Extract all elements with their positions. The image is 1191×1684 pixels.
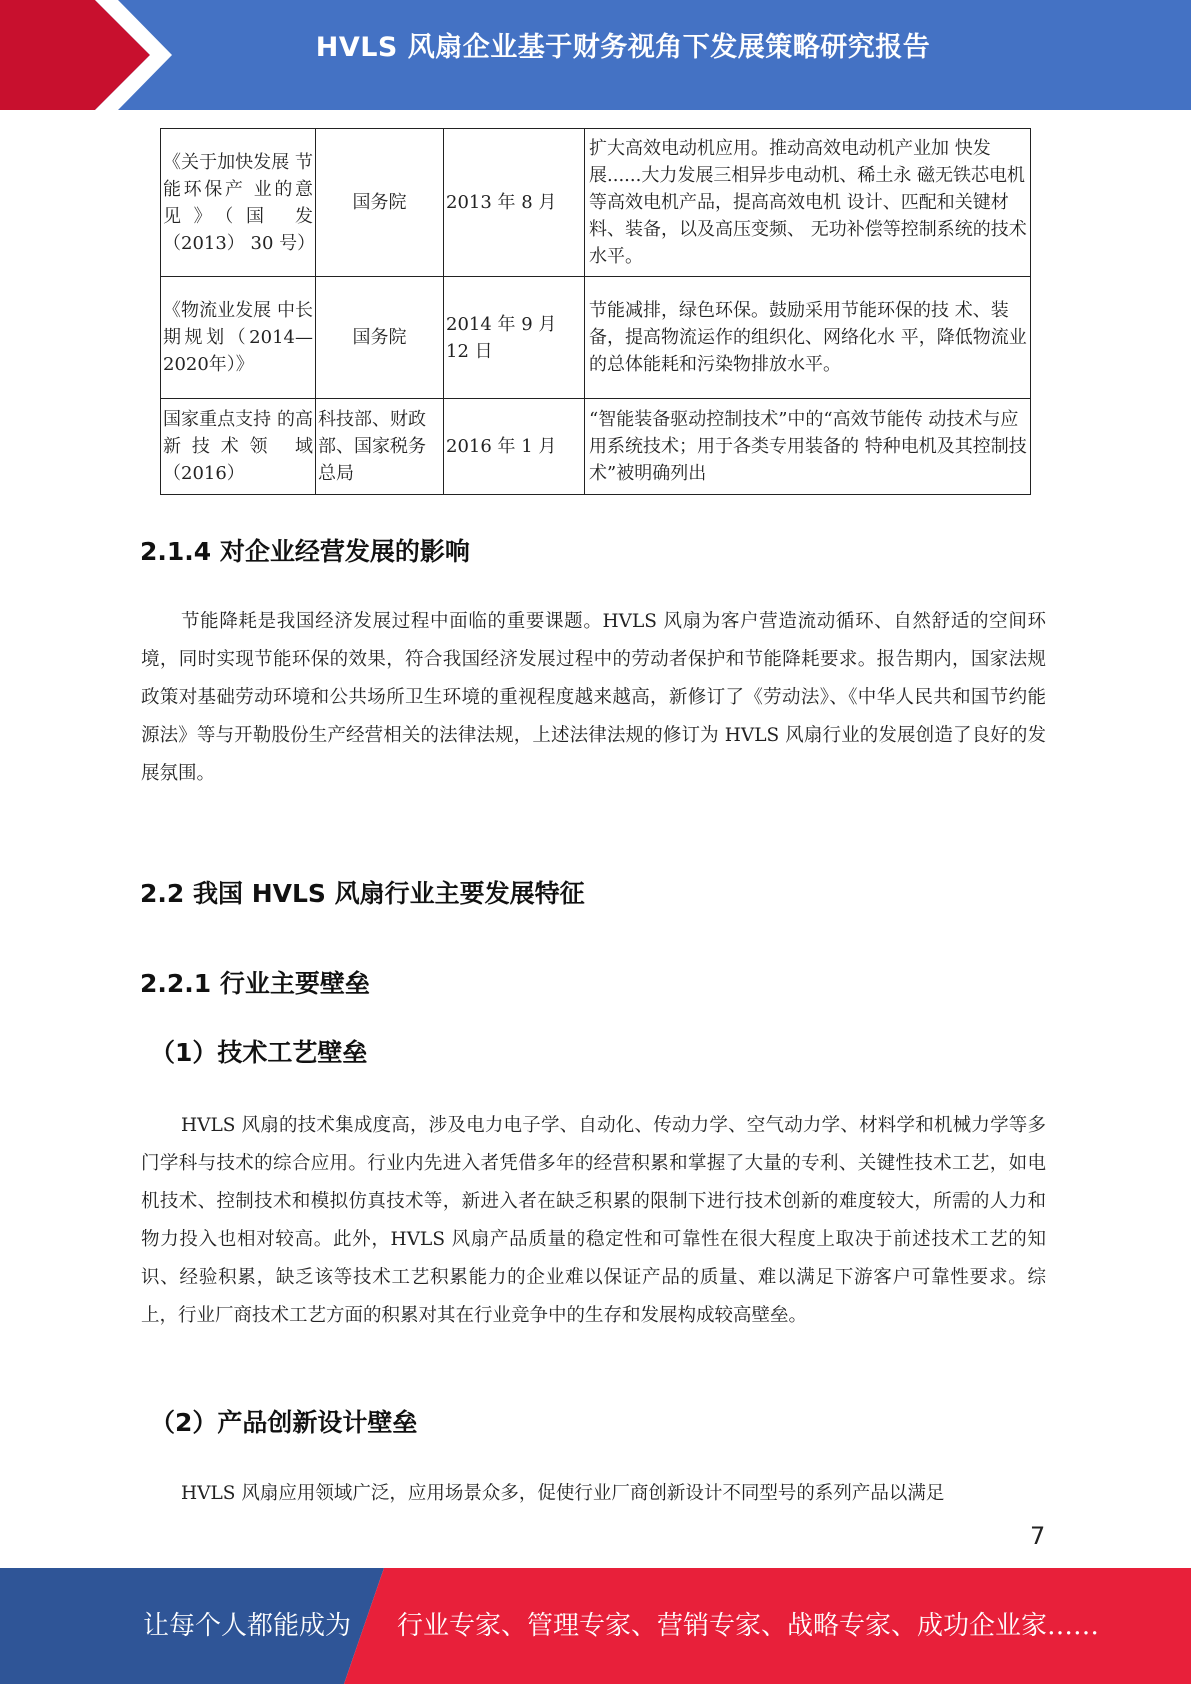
policy-name-cell: 《物流业发展 中长期规划（2014—2020年）》	[161, 277, 316, 399]
policy-name-cell: 国家重点支持 的高新技术领 域（2016）	[161, 399, 316, 495]
policy-content-cell: 扩大高效电动机应用。推动高效电动机产业加 快发展......大力发展三相异步电动机、稀土永 磁无铁芯电机等高效电机产品，提高高效电机 设计、匹配和关键材料、装备，以及高压变频、 无功补偿等控制系统的技术水平。	[585, 129, 1031, 277]
issuing-org-cell: 国务院	[316, 129, 444, 277]
subheading-design-barrier: （2）产品创新设计壁垒	[150, 1408, 418, 1437]
policy-name-cell: 《关于加快发展 节能环保产 业的意见》（国 发（2013） 30 号）	[161, 129, 316, 277]
footer-banner	[0, 1568, 1191, 1684]
subheading-tech-barrier: （1）技术工艺壁垒	[150, 1038, 368, 1067]
policy-content-cell: “智能装备驱动控制技术”中的“高效节能传 动技术与应用系统技术；用于各类专用装备的 特种电机及其控制技术”被明确列出	[585, 399, 1031, 495]
footer-slogan-right: 行业专家、管理专家、营销专家、战略专家、成功企业家……	[397, 1611, 1100, 1641]
issue-date-cell: 2016 年 1 月	[444, 399, 585, 495]
section-heading-2-1-4: 2.1.4 对企业经营发展的影响	[140, 537, 470, 566]
section-paragraph: HVLS 风扇应用领域广泛，应用场景众多，促使行业厂商创新设计不同型号的系列产品以满足	[181, 1483, 945, 1504]
footer-slogan-left: 让每个人都能成为	[143, 1611, 352, 1641]
issuing-org-cell: 国务院	[316, 277, 444, 399]
issuing-org-cell: 科技部、财政部、国家税务总局	[316, 399, 444, 495]
section-paragraph: HVLS 风扇的技术集成度高，涉及电力电子学、自动化、传动力学、空气动力学、材料学和机械力学等多门学科与技术的综合应用。行业内先进入者凭借多年的经营积累和掌握了大量的专利、关键性技术工艺，如电机技术、控制技术和模拟仿真技术等，新进入者在缺乏积累的限制下进行技术创新的难度较大，所需的人力和物力投入也相对较高。此外，HVLS 风扇产品质量的稳定性和可靠性在很大程度上取决于前述技术工艺的知识、经验积累，缺乏该等技术工艺积累能力的企业难以保证产品的质量、难以满足下游客户可靠性要求。综上，行业厂商技术工艺方面的积累对其在行业竞争中的生存和发展构成较高壁垒。	[141, 1115, 1046, 1326]
report-title: HVLS 风扇企业基于财务视角下发展策略研究报告	[315, 32, 931, 63]
policy-table	[160, 128, 1031, 495]
issue-date-cell: 2014 年 9 月 12 日	[444, 277, 585, 399]
table-row	[161, 399, 1031, 495]
policy-content-cell: 节能减排，绿色环保。鼓励采用节能环保的技 术、装备，提高物流运作的组织化、网络化水 平，降低物流业的总体能耗和污染物排放水平。	[585, 277, 1031, 399]
table-row	[161, 277, 1031, 399]
section-paragraph: 节能降耗是我国经济发展过程中面临的重要课题。HVLS 风扇为客户营造流动循环、自然舒适的空间环境，同时实现节能环保的效果，符合我国经济发展过程中的劳动者保护和节能降耗要求。报告期内，国家法规政策对基础劳动环境和公共场所卫生环境的重视程度越来越高，新修订了《劳动法》、《中华人民共和国节约能源法》等与开勒股份生产经营相关的法律法规，上述法律法规的修订为 HVLS 风扇行业的发展创造了良好的发展氛围。	[141, 611, 1046, 784]
issue-date-cell: 2013 年 8 月	[444, 129, 585, 277]
table-row	[161, 129, 1031, 277]
page-number: 7	[1030, 1522, 1046, 1550]
section-heading-2-2: 2.2 我国 HVLS 风扇行业主要发展特征	[140, 879, 585, 908]
header-banner	[0, 0, 1191, 110]
section-heading-2-2-1: 2.2.1 行业主要壁垒	[140, 969, 370, 998]
